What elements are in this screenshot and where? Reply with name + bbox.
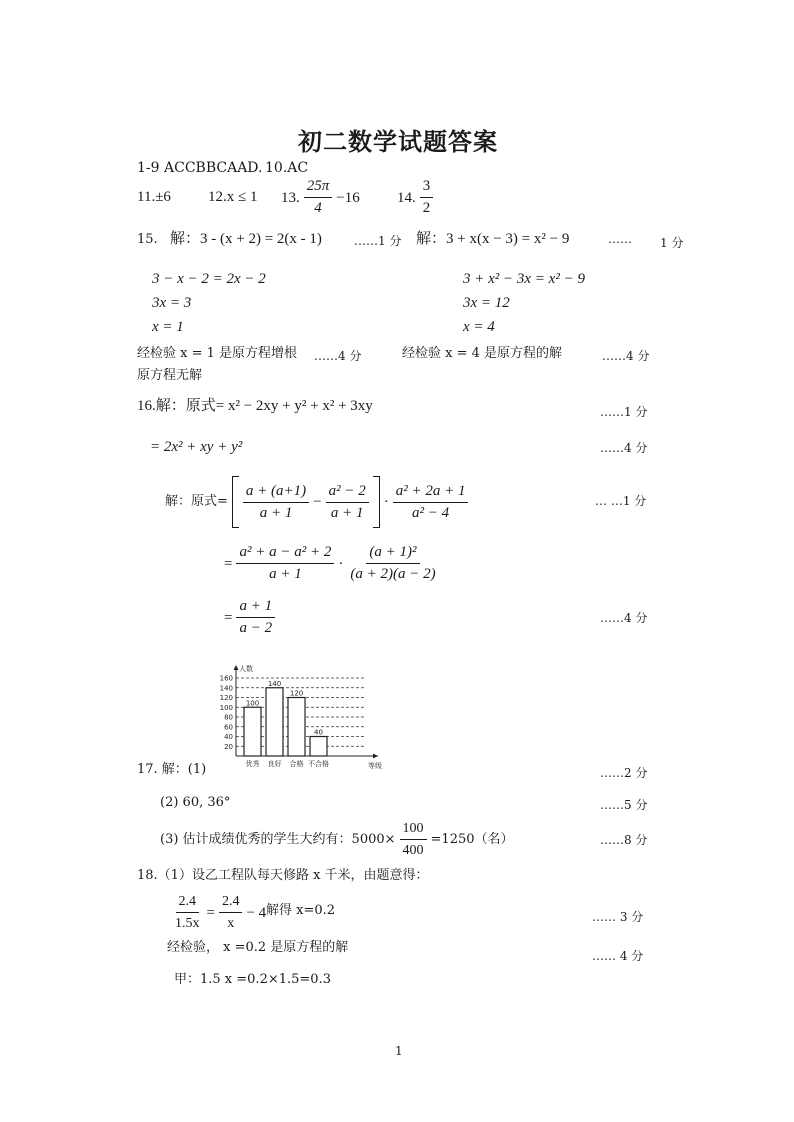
- answer-13-tail: −16: [336, 189, 360, 206]
- equals-sign: =: [206, 904, 215, 921]
- y-tick-label: 60: [224, 723, 233, 732]
- q17-label: 17. 解：(1): [137, 762, 207, 777]
- y-tick-label: 120: [219, 694, 233, 702]
- y-tick-label: 20: [224, 742, 233, 751]
- q16-step1-score: ……1 分: [600, 405, 648, 419]
- q18-eq-score: …… 3 分: [592, 910, 644, 924]
- fraction-1-numerator: a + (a+1): [243, 483, 309, 503]
- y-tick-label: 100: [219, 703, 233, 712]
- q18-fraction-a-denominator: 1.5x: [175, 916, 200, 931]
- q16-step2-score: ……4 分: [600, 441, 648, 455]
- fraction-4-denominator: a + 1: [269, 566, 302, 582]
- equals-sign: =: [224, 609, 233, 626]
- page-title: 初二数学试题答案: [298, 128, 498, 156]
- category-label: 良好: [267, 760, 282, 768]
- answer-14-numerator: 3: [420, 178, 434, 198]
- multiply-dot: ·: [338, 555, 344, 572]
- answer-13-numerator: 25π: [304, 178, 333, 198]
- fraction-4-numerator: a² + a − a² + 2: [236, 544, 334, 564]
- left-bracket: [232, 476, 239, 528]
- x-axis-title: 等级: [368, 762, 382, 770]
- fraction-1-denominator: a + 1: [259, 504, 293, 521]
- page-number: 1: [395, 1044, 403, 1058]
- q15-left-head: 解：3 - (x + 2) = 2(x - 1): [170, 231, 322, 247]
- q18-solve: 解得 x=0.2: [266, 903, 336, 918]
- fraction-1: [243, 483, 309, 522]
- q18-jia: 甲：1.5 x =0.2×1.5=0.3: [174, 972, 331, 987]
- q16-step2: = 2x² + xy + y²: [150, 439, 243, 455]
- fraction-2: [326, 483, 369, 522]
- multiply-dot: ·: [383, 494, 389, 510]
- fraction-6-denominator: a − 2: [239, 620, 273, 636]
- q17-s2-score: ……5 分: [600, 798, 648, 812]
- y-axis-title: 人数: [239, 665, 253, 673]
- q15-left-check-score: ……4 分: [314, 349, 362, 363]
- q15-right-head-score: 1 分: [660, 236, 684, 250]
- q17-s3-numerator: 100: [400, 820, 427, 840]
- x-axis-arrow: [373, 754, 378, 759]
- category-label: 合格: [289, 760, 304, 768]
- q18-fraction-a: [172, 893, 203, 932]
- q18-fraction-b: [219, 893, 243, 932]
- answer-13-fraction: [304, 178, 333, 217]
- answer-14-label: 14.: [397, 189, 416, 206]
- q15-right-step1: 3 + x² − 3x = x² − 9: [463, 271, 585, 287]
- q18-intro: 18.（1）设乙工程队每天修路 x 千米，由题意得：: [137, 868, 429, 883]
- fraction-3: [393, 483, 469, 522]
- fraction-5: [347, 544, 438, 583]
- y-tick-label: 140: [219, 684, 233, 693]
- fraction-5-numerator: (a + 1)²: [366, 544, 419, 564]
- q15-right-step3: x = 4: [463, 319, 495, 335]
- equals-sign: =: [224, 555, 233, 572]
- y-tick-label: 80: [224, 713, 233, 722]
- answer-12: 12.x ≤ 1: [208, 189, 258, 205]
- q15-right-check-score: ……4 分: [602, 349, 650, 363]
- q18-check: 经检验， x =0.2 是原方程的解: [167, 940, 349, 955]
- q18-fraction-b-denominator: x: [227, 916, 235, 931]
- q17-s3-post: =1250（名）: [430, 831, 514, 847]
- q16-part2-line3: [224, 598, 275, 637]
- answers-1-9: 1-9 ACCBBCAAD.: [137, 160, 263, 176]
- q15-left-check: 经检验 x = 1 是原方程增根: [137, 346, 298, 361]
- bar: [244, 707, 261, 756]
- bar-chart: [212, 662, 392, 772]
- category-label: 不合格: [308, 760, 329, 768]
- fraction-4: [236, 544, 334, 583]
- q15-label: 15.: [137, 232, 158, 247]
- fraction-3-denominator: a² − 4: [412, 504, 450, 521]
- answer-10: 10.AC: [265, 160, 309, 176]
- q15-left-step3: x = 1: [152, 319, 184, 335]
- answer-13-label: 13.: [281, 189, 300, 206]
- bar: [288, 698, 305, 757]
- q16-part2-score1: … …1 分: [595, 494, 647, 508]
- q15-left-step2: 3x = 3: [152, 295, 192, 311]
- bar: [310, 737, 327, 757]
- y-tick-label: 40: [224, 733, 233, 741]
- q15-conclusion: 原方程无解: [137, 368, 203, 383]
- q15-right-head-dots: ……: [608, 232, 632, 246]
- q18-check-score: …… 4 分: [592, 949, 644, 963]
- q16-part2-label: 解：原式=: [165, 494, 228, 509]
- answer-14-denominator: 2: [422, 200, 431, 216]
- q15-left-head-score: ……1 分: [354, 234, 402, 248]
- q17-s3-fraction: [400, 820, 427, 859]
- fraction-2-numerator: a² − 2: [326, 483, 369, 503]
- y-tick-label: 160: [219, 674, 233, 683]
- q16-part2-score2: ……4 分: [600, 611, 648, 625]
- q15-right-step2: 3x = 12: [463, 295, 510, 311]
- answer-14-fraction: [420, 178, 434, 217]
- q18-fraction-b-numerator: 2.4: [219, 893, 243, 913]
- answer-13-denominator: 4: [314, 200, 322, 216]
- bar-value-label: 100: [245, 699, 260, 708]
- fraction-5-denominator: (a + 2)(a − 2): [350, 566, 436, 582]
- q17-s3: [160, 820, 514, 859]
- q16-part2-line2: [224, 544, 439, 583]
- q17-s3-pre: (3) 估计成绩优秀的学生大约有：5000×: [160, 831, 396, 847]
- bar-value-label: 140: [267, 679, 282, 688]
- q17-s3-denominator: 400: [402, 843, 424, 858]
- q17-s3-score: ……8 分: [600, 833, 648, 847]
- fraction-6-numerator: a + 1: [236, 598, 275, 618]
- fraction-2-denominator: a + 1: [330, 504, 364, 521]
- y-axis-arrow: [234, 665, 239, 670]
- q16-step1: 16.解：原式= x² − 2xy + y² + x² + 3xy: [137, 398, 373, 414]
- fraction-3-numerator: a² + 2a + 1: [393, 483, 469, 503]
- q18-equation: [172, 893, 266, 932]
- category-label: 优秀: [245, 760, 260, 768]
- right-bracket: [373, 476, 380, 528]
- minus-sign: −: [313, 494, 322, 510]
- bar-chart-svg: [212, 662, 392, 772]
- q15-right-check: 经检验 x = 4 是原方程的解: [402, 346, 563, 361]
- answer-13: [281, 178, 360, 217]
- bar-value-label: 120: [289, 689, 304, 698]
- q15-right-head: 解：3 + x(x − 3) = x² − 9: [416, 231, 570, 247]
- q15-left-step1: 3 − x − 2 = 2x − 2: [152, 271, 266, 287]
- answer-11: 11.±6: [137, 189, 171, 205]
- bar-value-label: 40: [314, 728, 323, 737]
- q16-part2-line1: [165, 476, 468, 528]
- fraction-6: [236, 598, 275, 637]
- q17-s2: (2) 60, 36°: [160, 795, 231, 810]
- q18-fraction-a-numerator: 2.4: [176, 893, 200, 913]
- q17-s1-score: ……2 分: [600, 766, 648, 780]
- q18-eq-tail: − 4: [246, 904, 267, 921]
- bar: [266, 688, 283, 756]
- answer-14: [397, 178, 433, 217]
